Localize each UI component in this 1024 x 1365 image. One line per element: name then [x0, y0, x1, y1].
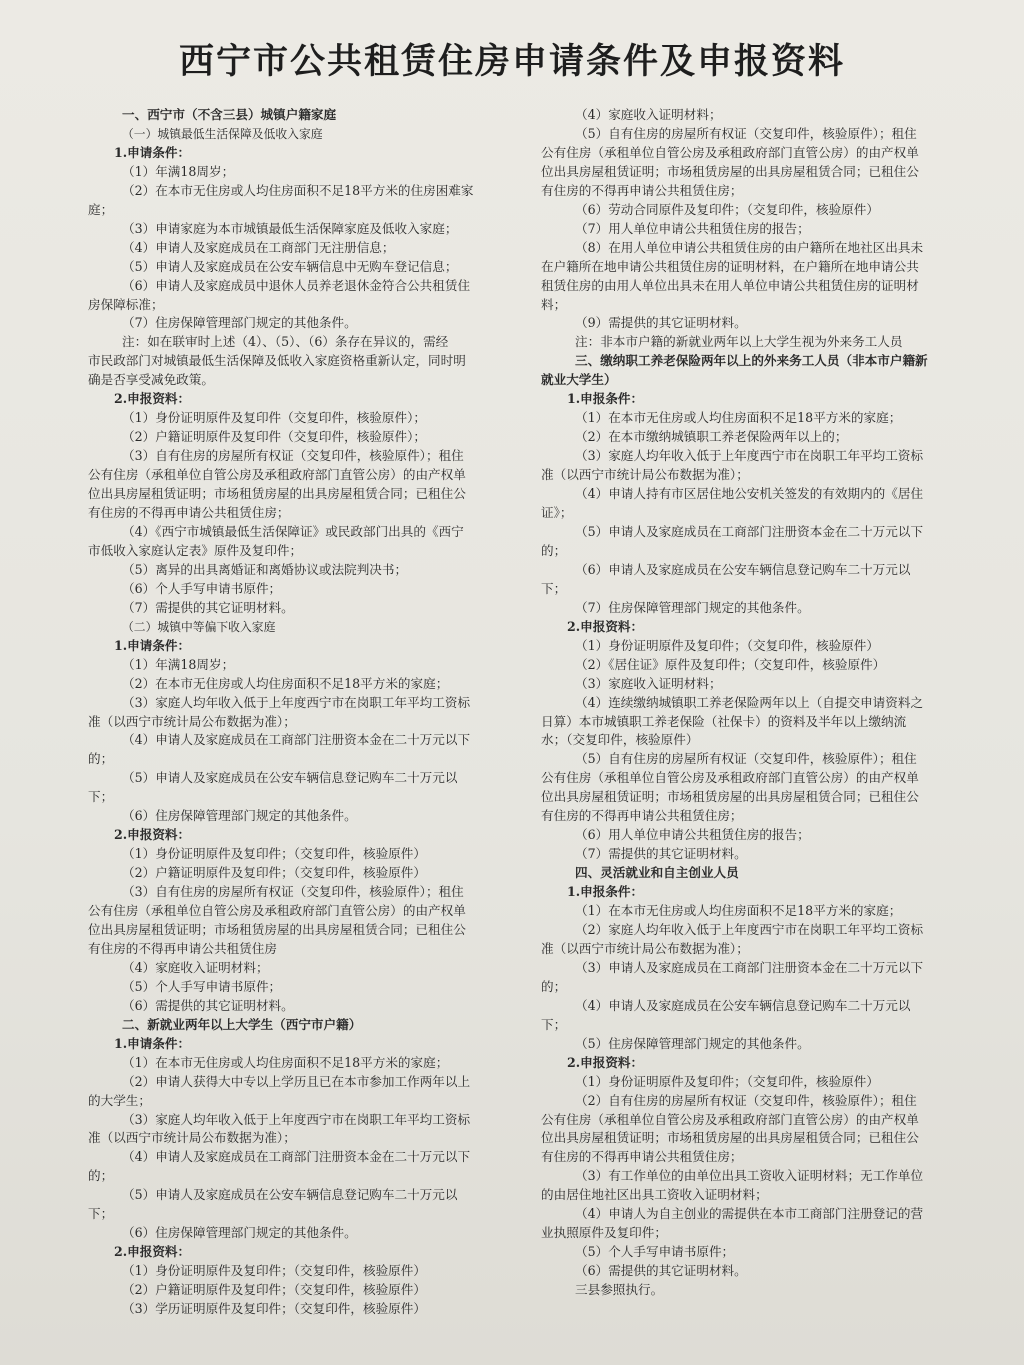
text-line: （3）家庭人均年收入低于上年度西宁市在岗职工年平均工资标	[122, 1111, 471, 1127]
text-line: 的；	[88, 751, 114, 767]
text-line: （5）离异的出具离婚证和离婚协议或法院判决书；	[122, 561, 408, 577]
text-line: （5）住房保障管理部门规定的其他条件。	[575, 1035, 810, 1051]
text-line: 位出具房屋租赁证明；市场租赁房屋的出具房屋租赁合同；已租住公	[88, 921, 466, 937]
text-line: （6）需提供的其它证明材料。	[575, 1263, 747, 1279]
text-line: 下；	[88, 789, 114, 805]
text-line: 的；	[88, 1168, 114, 1184]
text-line: （4）连续缴纳城镇职工养老保险两年以上（自提交申请资料之	[575, 694, 924, 710]
text-line: （4）申请人及家庭成员在工商部门无注册信息；	[122, 239, 395, 255]
text-line: （9）需提供的其它证明材料。	[575, 315, 747, 331]
text-line: 2.申报资料：	[114, 1244, 191, 1260]
text-line: （7）住房保障管理部门规定的其他条件。	[575, 599, 810, 615]
text-line: 2.申报资料：	[114, 827, 191, 843]
text-line: 日算）本市城镇职工养老保险（社保卡）的资料及半年以上缴纳流	[541, 713, 907, 729]
text-line: （1）身份证明原件及复印件；（交复印件，核验原件）	[122, 1263, 426, 1279]
text-line: 证》；	[541, 505, 573, 521]
text-line: （6）个人手写申请书原件；	[122, 580, 282, 596]
text-line: （5）申请人及家庭成员在工商部门注册资本金在二十万元以下	[575, 523, 924, 539]
text-line: （1）在本市无住房或人均住房面积不足18平方米的家庭；	[575, 410, 902, 426]
text-line: 下；	[541, 1016, 567, 1032]
text-line: 准（以西宁市统计局公布数据为准）；	[541, 940, 749, 956]
text-line: 三、缴纳职工养老保险两年以上的外来务工人员（非本市户籍新	[575, 353, 928, 369]
text-line: （7）用人单位申请公共租赁住房的报告；	[575, 220, 810, 236]
text-line: 的大学生；	[88, 1092, 151, 1108]
text-line: 有住房的不得再申请公共租赁住房；	[541, 182, 743, 198]
text-line: （8）在用人单位申请公共租赁住房的由户籍所在地社区出具未	[575, 239, 924, 255]
text-line: 位出具房屋租赁证明；市场租赁房屋的出具房屋租赁合同；已租住公	[541, 163, 919, 179]
text-line: 市低收入家庭认定表》原件及复印件；	[88, 542, 303, 558]
text-line: （6）用人单位申请公共租赁住房的报告；	[575, 827, 810, 843]
text-line: 有住房的不得再申请公共租赁住房；	[541, 808, 743, 824]
text-line: 注：非本市户籍的新就业两年以上大学生视为外来务工人员	[575, 334, 903, 350]
text-line: 公有住房（承租单位自管公房及承租政府部门直管公房）的由产权单	[88, 467, 466, 483]
text-line: （4）家庭收入证明材料；	[575, 107, 722, 122]
text-line: （1）年满18周岁；	[122, 163, 235, 179]
right-column	[541, 106, 973, 1300]
text-line: （1）身份证明原件及复印件；（交复印件，核验原件）	[575, 637, 879, 653]
text-line: （6）住房保障管理部门规定的其他条件。	[122, 808, 357, 824]
text-line: （5）申请人及家庭成员在公安车辆信息登记购车二十万元以	[122, 770, 458, 786]
text-line: （4）《西宁市城镇最低生活保障证》或民政部门出具的《西宁	[122, 523, 464, 539]
left-column	[88, 106, 502, 1319]
text-line: （2）自有住房的房屋所有权证（交复印件，核验原件）；租住	[575, 1092, 917, 1108]
text-line: 料；	[541, 296, 567, 312]
text-line: （4）申请人为自主创业的需提供在本市工商部门注册登记的营	[575, 1206, 924, 1222]
text-line: 有住房的不得再申请公共租赁住房；	[88, 505, 290, 521]
text-line: （1）在本市无住房或人均住房面积不足18平方米的家庭；	[122, 1054, 449, 1070]
text-line: （7）住房保障管理部门规定的其他条件。	[122, 315, 357, 331]
text-line: （5）个人手写申请书原件；	[122, 978, 282, 994]
text-line: （二）城镇中等偏下收入家庭	[122, 619, 276, 634]
text-line: 房保障标准；	[88, 296, 164, 312]
text-line: 水；（交复印件，核验原件）	[541, 732, 699, 748]
text-line: （6）劳动合同原件及复印件；（交复印件，核验原件）	[575, 201, 879, 217]
document-title: 西宁市公共租赁住房申请条件及申报资料	[178, 42, 845, 82]
text-line: （2）在本市无住房或人均住房面积不足18平方米的家庭；	[122, 675, 449, 691]
text-line: 准（以西宁市统计局公布数据为准）；	[541, 467, 749, 483]
text-line: 的；	[541, 542, 567, 558]
text-line: （3）家庭人均年收入低于上年度西宁市在岗职工年平均工资标	[122, 694, 471, 710]
text-line: （6）申请人及家庭成员在公安车辆信息登记购车二十万元以	[575, 561, 911, 577]
text-line: 准（以西宁市统计局公布数据为准）；	[88, 1130, 296, 1146]
text-line: 1.申请条件：	[114, 144, 191, 160]
text-line: （2）在本市无住房或人均住房面积不足18平方米的住房困难家	[122, 182, 474, 198]
text-line: 在户籍所在地申请公共租赁住房的证明材料，在户籍所在地申请公共	[541, 258, 919, 274]
text-line: （2）《居住证》原件及复印件；（交复印件，核验原件）	[575, 656, 886, 672]
text-line: （3）自有住房的房屋所有权证（交复印件，核验原件）；租住	[122, 884, 464, 900]
text-line: （5）个人手写申请书原件；	[575, 1244, 735, 1260]
text-line: 位出具房屋租赁证明；市场租赁房屋的出具房屋租赁合同；已租住公	[541, 789, 919, 805]
text-line: 有住房的不得再申请公共租赁住房；	[541, 1149, 743, 1165]
text-line: （7）需提供的其它证明材料。	[575, 846, 747, 862]
text-line: 确是否享受减免政策。	[88, 372, 214, 388]
text-line: （4）申请人及家庭成员在公安车辆信息登记购车二十万元以	[575, 997, 911, 1013]
text-line: （1）年满18周岁；	[122, 656, 235, 672]
text-line: （3）申请家庭为本市城镇最低生活保障家庭及低收入家庭；	[122, 220, 458, 236]
text-line: 1.申报条件：	[567, 884, 644, 900]
text-line: （3）家庭人均年收入低于上年度西宁市在岗职工年平均工资标	[575, 448, 924, 464]
text-line: （1）身份证明原件及复印件（交复印件，核验原件）；	[122, 410, 426, 426]
text-line: （2）申请人获得大中专以上学历且已在本市参加工作两年以上	[122, 1073, 471, 1089]
text-line: 下；	[541, 580, 567, 596]
text-line: 1.申请条件：	[114, 637, 191, 653]
text-line: （3）申请人及家庭成员在工商部门注册资本金在二十万元以下	[575, 959, 924, 975]
text-line: 租赁住房的由用人单位出具未在用人单位申请公共租赁住房的证明材	[541, 277, 919, 293]
text-line: 公有住房（承租单位自管公房及承租政府部门直管公房）的由产权单	[88, 903, 466, 919]
text-line: 有住房的不得再申请公共租赁住房	[88, 940, 277, 956]
text-line: （3）家庭收入证明材料；	[575, 675, 722, 691]
text-line: 四、灵活就业和自主创业人员	[575, 865, 739, 881]
text-line: （4）家庭收入证明材料；	[122, 959, 269, 975]
text-line: （一）城镇最低生活保障及低收入家庭	[122, 126, 323, 141]
text-line: 业执照原件及复印件；	[541, 1225, 667, 1241]
text-line: 二、新就业两年以上大学生（西宁市户籍）	[122, 1016, 362, 1032]
text-line: 的；	[541, 978, 567, 994]
text-line: 三县参照执行。	[575, 1282, 664, 1298]
text-line: （2）户籍证明原件及复印件（交复印件，核验原件）；	[122, 429, 426, 445]
text-line: （5）自有住房的房屋所有权证（交复印件，核验原件）；租住	[575, 751, 917, 767]
text-line: 公有住房（承租单位自管公房及承租政府部门直管公房）的由产权单	[541, 770, 919, 786]
text-line: 位出具房屋租赁证明；市场租赁房屋的出具房屋租赁合同；已租住公	[88, 486, 466, 502]
text-line: 2.申报资料：	[567, 1054, 644, 1070]
text-line: 下；	[88, 1206, 114, 1222]
text-line: （5）申请人及家庭成员在公安车辆信息中无购车登记信息；	[122, 258, 458, 274]
text-line: （4）申请人及家庭成员在工商部门注册资本金在二十万元以下	[122, 732, 471, 748]
text-line: 2.申报资料：	[567, 618, 644, 634]
text-line: （1）在本市无住房或人均住房面积不足18平方米的家庭；	[575, 903, 902, 919]
text-line: 准（以西宁市统计局公布数据为准）；	[88, 713, 296, 729]
text-line: （5）自有住房的房屋所有权证（交复印件，核验原件）；租住	[575, 125, 917, 141]
text-line: （6）住房保障管理部门规定的其他条件。	[122, 1225, 357, 1241]
text-line: 的由居住地社区出具工资收入证明材料；	[541, 1187, 768, 1203]
text-line: （7）需提供的其它证明材料。	[122, 599, 294, 615]
text-line: （2）在本市缴纳城镇职工养老保险两年以上的；	[575, 429, 848, 445]
text-line: 公有住房（承租单位自管公房及承租政府部门直管公房）的由产权单	[541, 144, 919, 160]
text-line: （2）户籍证明原件及复印件；（交复印件，核验原件）	[122, 865, 426, 881]
text-line: 位出具房屋租赁证明；市场租赁房屋的出具房屋租赁合同；已租住公	[541, 1130, 919, 1146]
text-line: 市民政部门对城镇最低生活保障及低收入家庭资格重新认定，同时明	[88, 353, 466, 369]
text-line: （1）身份证明原件及复印件；（交复印件，核验原件）	[122, 846, 426, 862]
text-line: （1）身份证明原件及复印件；（交复印件，核验原件）	[575, 1073, 879, 1089]
text-line: （4）申请人及家庭成员在工商部门注册资本金在二十万元以下	[122, 1149, 471, 1165]
text-line: 1.申报条件：	[567, 391, 644, 407]
text-line: （4）申请人持有市区居住地公安机关签发的有效期内的《居住	[575, 486, 924, 502]
text-line: 公有住房（承租单位自管公房及承租政府部门直管公房）的由产权单	[541, 1111, 919, 1127]
text-line: （2）家庭人均年收入低于上年度西宁市在岗职工年平均工资标	[575, 921, 924, 937]
text-line: （6）申请人及家庭成员中退休人员养老退休金符合公共租赁住	[122, 277, 471, 293]
text-line: 就业大学生）	[541, 372, 617, 388]
text-line: 庭；	[88, 201, 114, 217]
text-line: （6）需提供的其它证明材料。	[122, 997, 294, 1013]
text-line: 注：如在联审时上述（4）、（5）、（6）条存在异议的，需经	[122, 334, 449, 350]
text-line: 2.申报资料：	[114, 391, 191, 407]
text-line: （3）学历证明原件及复印件；（交复印件，核验原件）	[122, 1301, 426, 1317]
text-line: （3）自有住房的房屋所有权证（交复印件，核验原件）；租住	[122, 448, 464, 464]
text-line: 1.申请条件：	[114, 1035, 191, 1051]
text-line: 一、西宁市（不含三县）城镇户籍家庭	[122, 107, 337, 122]
text-line: （5）申请人及家庭成员在公安车辆信息登记购车二十万元以	[122, 1187, 458, 1203]
text-line: （2）户籍证明原件及复印件；（交复印件，核验原件）	[122, 1282, 426, 1298]
text-line: （3）有工作单位的由单位出具工资收入证明材料；无工作单位	[575, 1168, 924, 1184]
